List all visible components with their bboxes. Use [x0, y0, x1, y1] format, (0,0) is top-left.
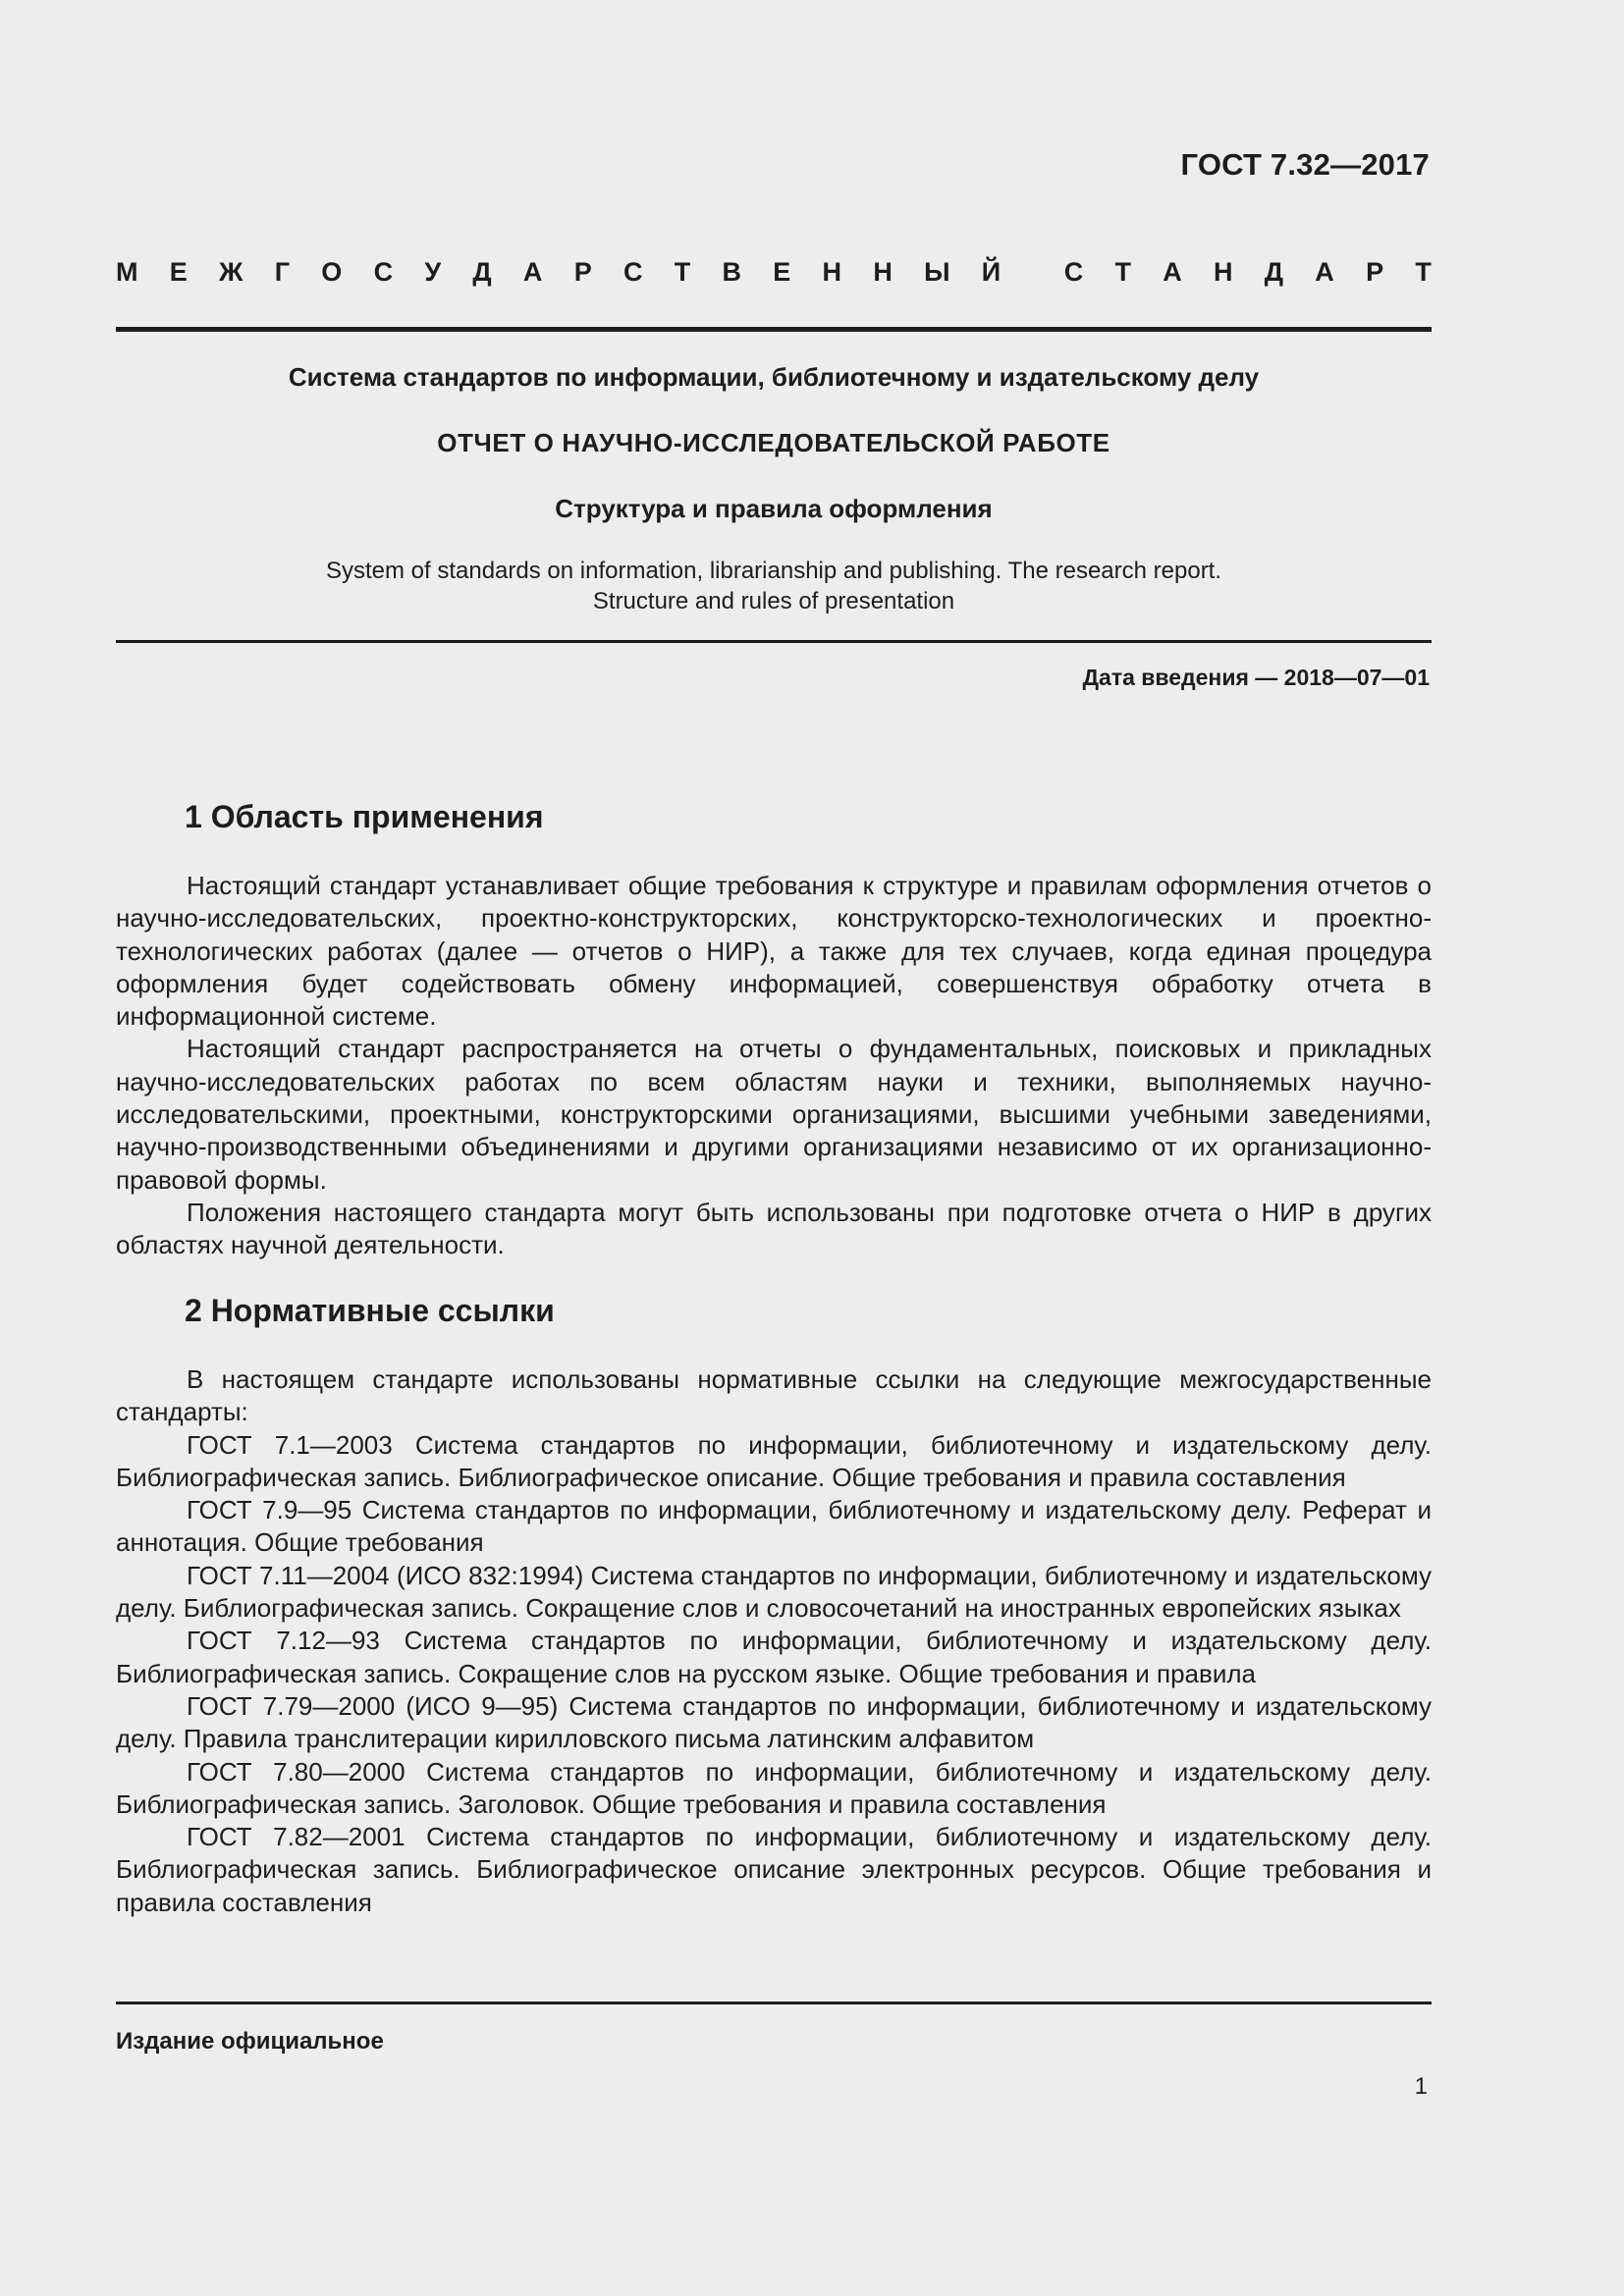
heading-letter: Т [1114, 257, 1131, 287]
heading-letter: С [373, 257, 394, 287]
document-title: ОТЧЕТ О НАУЧНО-ИССЛЕДОВАТЕЛЬСКОЙ РАБОТЕ [437, 428, 1110, 457]
heading-letter: Т [674, 257, 691, 287]
heading-letter: Е [169, 257, 188, 287]
section-heading: 1 Область применения [185, 799, 544, 834]
middle-divider [116, 640, 1432, 643]
reference-item: ГОСТ 7.9—95 Система стандартов по информации, библиотечному и издательскому делу. Реферат и аннотация. Общие требования [116, 1495, 1432, 1558]
heading-letter: Д [1264, 257, 1284, 287]
document-subtitle: Структура и правила оформления [555, 494, 993, 523]
heading-letter: Р [1366, 257, 1384, 287]
paragraph: Положения настоящего стандарта могут быть использованы при подготовке отчета о НИР в других областях научной деятельности. [116, 1197, 1432, 1260]
section-heading: 2 Нормативные ссылки [185, 1293, 555, 1328]
paragraph: Настоящий стандарт устанавливает общие требования к структуре и правилам оформления отчетов о научно-исследовательских, проектно-конструкторских, конструкторско-технологических и проектно-технологических работах (далее — отчетов о НИР), а также для тех случаев, когда единая процедура оформления будет содействовать обмену информацией, совершенствуя обработку отчета в информационной системе. [116, 871, 1432, 1032]
heading-letter: Ж [219, 257, 244, 287]
heading-letter: Н [822, 257, 842, 287]
heading-letter: У [424, 257, 442, 287]
series-title: Система стандартов по информации, библиотечному и издательскому делу [288, 362, 1260, 392]
heading-letter: Н [873, 257, 893, 287]
english-title [116, 556, 1432, 616]
reference-item: ГОСТ 7.11—2004 (ИСО 832:1994) Система стандартов по информации, библиотечному и издательскому делу. Библиографическая запись. Сокращение слов и словосочетаний на иностранных европейских языках [116, 1560, 1432, 1624]
heading-letter: М [116, 257, 138, 287]
heading-letter: В [722, 257, 741, 287]
english-title-line-1: System of standards on information, librarianship and publishing. The research report. [325, 558, 1222, 584]
heading-letter: А [1163, 257, 1182, 287]
heading-letter: Н [1214, 257, 1233, 287]
english-title-line-2: Structure and rules of presentation [592, 588, 955, 614]
document-code: ГОСТ 7.32—2017 [1180, 147, 1430, 182]
reference-item: ГОСТ 7.1—2003 Система стандартов по информации, библиотечному и издательскому делу. Библиографическая запись. Библиографическое описание. Общие требования и правила составления [116, 1429, 1432, 1492]
section-normative-references [116, 1291, 1432, 1919]
bottom-divider [116, 2002, 1432, 2004]
heading-letter: Д [472, 257, 492, 287]
page-number: 1 [1414, 2073, 1428, 2100]
official-edition-label: Издание официальное [116, 2028, 384, 2055]
heading-letter: С [623, 257, 643, 287]
paragraph: Настоящий стандарт распространяется на отчеты о фундаментальных, поисковых и прикладных научно-исследовательских работах по всем областям науки и техники, выполняемых научно-исследовательскими, проектными, конструкторскими организациями, высшими учебными заведениями, научно-производственными объединениями и другими организациями независимо от их организационно-правовой формы. [116, 1034, 1432, 1195]
reference-item: ГОСТ 7.82—2001 Система стандартов по информации, библиотечному и издательскому делу. Библиографическая запись. Библиографическое описание электронных ресурсов. Общие требования и правила составления [116, 1822, 1432, 1917]
paragraph: В настоящем стандарте использованы нормативные ссылки на следующие межгосударственные стандарты: [116, 1364, 1432, 1427]
heading-letter: Е [773, 257, 791, 287]
heading-letter: Т [1415, 257, 1432, 287]
heading-letter: А [1315, 257, 1334, 287]
top-divider [116, 327, 1432, 332]
section-scope [116, 797, 1432, 1262]
heading-letter: Й [981, 257, 1001, 287]
introduction-date: Дата введения — 2018—07—01 [1082, 665, 1430, 690]
reference-item: ГОСТ 7.79—2000 (ИСО 9—95) Система стандартов по информации, библиотечному и издательскому делу. Правила транслитерации кирилловского письма латинским алфавитом [116, 1690, 1432, 1754]
heading-letter: Г [274, 257, 291, 287]
heading-letter: Ы [924, 257, 950, 287]
heading-letter: Р [573, 257, 592, 287]
reference-item: ГОСТ 7.80—2000 Система стандартов по информации, библиотечному и издательскому делу. Библиографическая запись. Заголовок. Общие требования и правила составления [116, 1756, 1432, 1819]
heading-letter: О [321, 257, 343, 287]
reference-item: ГОСТ 7.12—93 Система стандартов по информации, библиотечному и издательскому делу. Библиографическая запись. Сокращение слов на русском языке. Общие требования и правила [116, 1626, 1432, 1688]
heading-letter: С [1063, 257, 1084, 287]
interstate-standard-heading [116, 257, 1432, 288]
heading-letter: А [522, 257, 543, 287]
